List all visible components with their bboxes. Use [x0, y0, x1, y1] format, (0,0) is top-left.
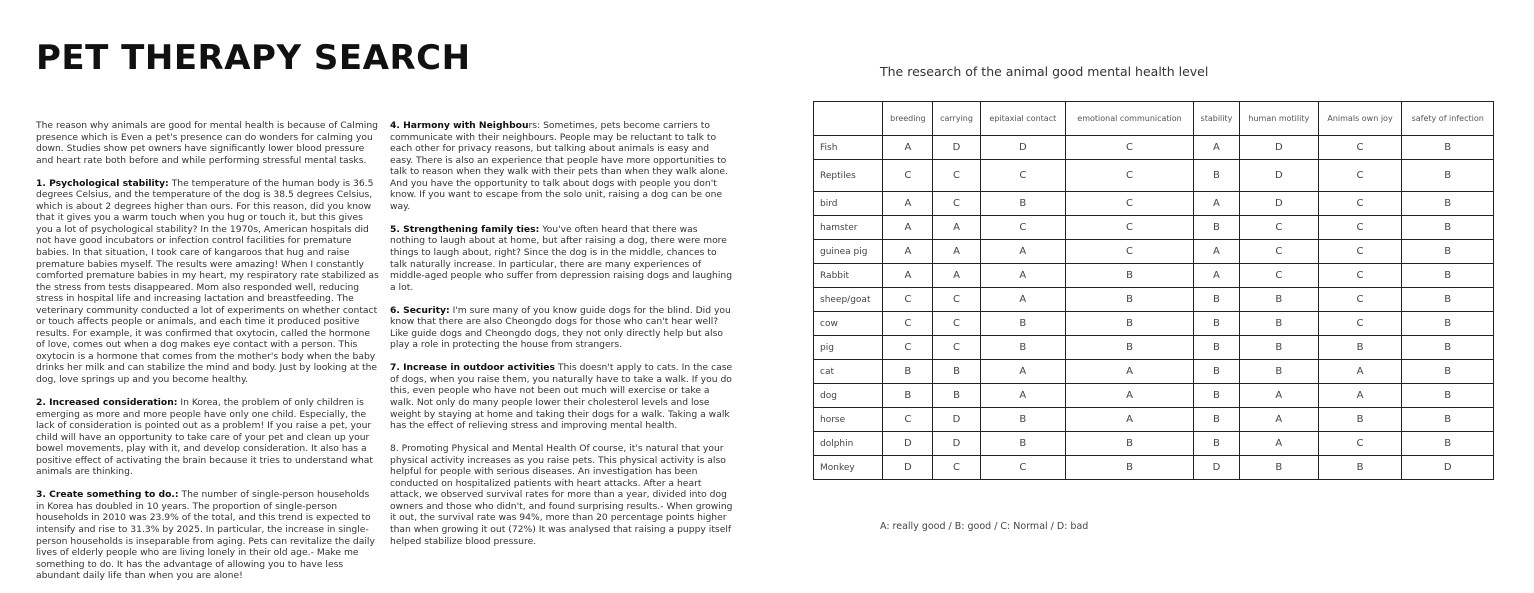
column-header: human motility: [1239, 102, 1318, 136]
rating-cell: A: [1066, 408, 1194, 432]
rating-cell: B: [883, 384, 933, 408]
animal-name-cell: bird: [814, 192, 883, 216]
table-row: [814, 160, 1494, 192]
rating-cell: B: [980, 192, 1065, 216]
rating-cell: A: [980, 384, 1065, 408]
column-header: stability: [1193, 102, 1239, 136]
rating-cell: A: [933, 216, 980, 240]
rating-cell: B: [1193, 216, 1239, 240]
rating-cell: B: [1318, 456, 1402, 480]
table-title: The research of the animal good mental health level: [880, 64, 1209, 79]
rating-cell: B: [1066, 312, 1194, 336]
rating-cell: D: [883, 432, 933, 456]
table-row: [814, 312, 1494, 336]
rating-cell: D: [883, 456, 933, 480]
rating-cell: A: [883, 136, 933, 160]
rating-cell: D: [1193, 456, 1239, 480]
rating-cell: B: [1402, 432, 1494, 456]
rating-cell: A: [1318, 384, 1402, 408]
rating-cell: B: [933, 360, 980, 384]
rating-cell: D: [933, 432, 980, 456]
rating-cell: B: [1402, 264, 1494, 288]
rating-cell: B: [980, 336, 1065, 360]
rating-cell: C: [883, 312, 933, 336]
rating-cell: B: [980, 408, 1065, 432]
rating-cell: B: [1402, 240, 1494, 264]
rating-cell: B: [1193, 336, 1239, 360]
rating-cell: A: [1066, 360, 1194, 384]
rating-cell: B: [1193, 288, 1239, 312]
rating-cell: C: [1066, 136, 1194, 160]
rating-cell: C: [1318, 216, 1402, 240]
rating-table: [813, 101, 1494, 480]
animal-name-cell: Fish: [814, 136, 883, 160]
rating-cell: C: [1318, 240, 1402, 264]
text-column-right: [390, 120, 734, 559]
paragraph: [36, 489, 380, 581]
rating-cell: D: [933, 408, 980, 432]
rating-cell: C: [933, 456, 980, 480]
rating-cell: B: [1402, 160, 1494, 192]
animal-name-cell: hamster: [814, 216, 883, 240]
rating-cell: C: [933, 336, 980, 360]
rating-cell: A: [883, 192, 933, 216]
paragraph-text: The temperature of the human body is 36.5 degrees Celsius, and the temperature of the dog is 38.5 degrees Celsius, which is about 2 degrees higher than ours. For this reason, did you know that it gives you a warm touch when you hug or touch it, but this gives you a lot of psychological stability? In the 1970s, American hospitals did not have good incubators or infection control facilities for premature babies. In that situation, I took care of kangaroos that hug and raise premature babies myself. The results were amazing! When I constantly comforted premature babies in my heart, my respiratory rate stabilized as the stress from tests disappeared. Mom also responded well, reducing stress in hospital life and increasing lactation and breastfeeding. The veterinary community conducted a lot of experiments on whether contact or touch affects people or animals, and each time it produced positive results. For example, it was confirmed that oxytocin, called the hormone of love, comes out when a dog makes eye contact with a person. This oxytocin is a hormone that comes from the mother's body when the baby drinks her milk and can stabilize the mind and body. Just by looking at the dog, love springs up and you become healthy.: [36, 177, 379, 385]
rating-cell: B: [1066, 264, 1194, 288]
rating-cell: B: [980, 432, 1065, 456]
paragraph: [390, 362, 734, 431]
paragraph: [390, 443, 734, 547]
column-header: epitaxial contact: [980, 102, 1065, 136]
table-header-row: [814, 102, 1494, 136]
rating-cell: B: [1066, 336, 1194, 360]
rating-cell: C: [1239, 240, 1318, 264]
rating-cell: D: [933, 136, 980, 160]
rating-cell: B: [1402, 216, 1494, 240]
rating-cell: C: [1239, 216, 1318, 240]
rating-cell: C: [1318, 264, 1402, 288]
rating-cell: B: [1193, 432, 1239, 456]
rating-cell: C: [1066, 216, 1194, 240]
rating-cell: C: [1318, 312, 1402, 336]
rating-cell: A: [1239, 408, 1318, 432]
paragraph: [36, 120, 380, 166]
table-row: [814, 336, 1494, 360]
paragraph: [390, 305, 734, 351]
rating-cell: C: [1066, 160, 1194, 192]
rating-cell: B: [1402, 408, 1494, 432]
rating-cell: D: [1239, 192, 1318, 216]
header-corner-cell: [814, 102, 883, 136]
rating-cell: A: [933, 240, 980, 264]
rating-cell: B: [1239, 360, 1318, 384]
rating-cell: C: [1318, 136, 1402, 160]
table-row: [814, 136, 1494, 160]
rating-cell: B: [1318, 336, 1402, 360]
table-legend: A: really good / B: good / C: Normal / D: bad: [880, 521, 1089, 532]
rating-cell: C: [933, 288, 980, 312]
rating-cell: C: [980, 456, 1065, 480]
rating-cell: A: [1193, 240, 1239, 264]
rating-cell: B: [1402, 192, 1494, 216]
paragraph-heading: 2. Increased consideration:: [36, 397, 178, 409]
table-row: [814, 456, 1494, 480]
rating-cell: B: [1402, 136, 1494, 160]
rating-cell: A: [1318, 360, 1402, 384]
rating-cell: C: [1318, 160, 1402, 192]
paragraph-heading: 6. Security:: [390, 304, 450, 316]
table-row: [814, 240, 1494, 264]
table-row: [814, 408, 1494, 432]
animal-name-cell: pig: [814, 336, 883, 360]
animal-name-cell: sheep/goat: [814, 288, 883, 312]
rating-cell: A: [980, 240, 1065, 264]
rating-cell: C: [1066, 240, 1194, 264]
rating-cell: A: [1066, 384, 1194, 408]
rating-cell: A: [1193, 192, 1239, 216]
rating-cell: B: [1239, 288, 1318, 312]
rating-cell: A: [980, 360, 1065, 384]
rating-cell: C: [883, 336, 933, 360]
paragraph-heading: 5. Strengthening family ties:: [390, 223, 540, 235]
rating-cell: B: [933, 384, 980, 408]
table-row: [814, 384, 1494, 408]
rating-cell: A: [980, 264, 1065, 288]
rating-cell: C: [1318, 192, 1402, 216]
column-header: Animals own joy: [1318, 102, 1402, 136]
rating-cell: C: [883, 288, 933, 312]
rating-cell: A: [883, 240, 933, 264]
table-row: [814, 192, 1494, 216]
paragraph-text: The number of single-person households in Korea has doubled in 10 years. The proportion of single-person households in 2010 was 23.9% of the total, and this trend is expected to intensify and rise to 31.3% by 2025. In particular, the increase in single-person households is inseparable from aging. Pets can revitalize the daily lives of elderly people who are living lonely in their old age.- Make me something to do. It has the advantage of allowing you to have less abundant daily life than when you are alone!: [36, 489, 375, 582]
rating-cell: B: [1066, 288, 1194, 312]
animal-name-cell: Monkey: [814, 456, 883, 480]
column-header: emotional communication: [1066, 102, 1194, 136]
column-header: carrying: [933, 102, 980, 136]
rating-cell: A: [980, 288, 1065, 312]
rating-cell: C: [980, 216, 1065, 240]
animal-name-cell: cat: [814, 360, 883, 384]
paragraph: [36, 397, 380, 478]
paragraph: [390, 120, 734, 212]
animal-name-cell: cow: [814, 312, 883, 336]
rating-cell: B: [1239, 336, 1318, 360]
rating-cell: D: [1402, 456, 1494, 480]
rating-cell: B: [1193, 408, 1239, 432]
table-row: [814, 264, 1494, 288]
rating-cell: B: [1402, 384, 1494, 408]
animal-name-cell: Rabbit: [814, 264, 883, 288]
column-header: breeding: [883, 102, 933, 136]
rating-cell: B: [1402, 312, 1494, 336]
paragraph-heading: 7. Increase in outdoor activities: [390, 362, 555, 374]
rating-cell: B: [1402, 288, 1494, 312]
column-header: safety of infection: [1402, 102, 1494, 136]
paragraph-text: In Korea, the problem of only children is emerging as more and more people have only one child. Especially, the lack of consideration is pointed out as a problem! If you raise a pet, your child will have an opportunity to take care of your pet and clean up your bowel movements, play with it, and develop consideration. It also has a positive effect of activating the brain because it tries to understand what animals are thinking.: [36, 397, 374, 478]
rating-cell: B: [1066, 432, 1194, 456]
paragraph-heading: 1. Psychological stability:: [36, 177, 169, 189]
rating-cell: A: [883, 264, 933, 288]
text-column-left: [36, 120, 380, 593]
rating-cell: C: [1318, 288, 1402, 312]
rating-cell: C: [933, 160, 980, 192]
paragraph-text: You've often heard that there was nothing to laugh about at home, but after raising a dog, there were more things to laugh about, right? Since the dog is in the middle, chances to talk naturally increase. In particular, there are many experiences of middle-aged people who suffer from depression raising dogs and laughing a lot.: [390, 223, 733, 293]
rating-cell: A: [1239, 432, 1318, 456]
paragraph-heading: 3. Create something to do.:: [36, 489, 179, 501]
rating-cell: B: [1402, 360, 1494, 384]
rating-cell: C: [883, 160, 933, 192]
paragraph-text: The reason why animals are good for mental health is because of Calming presence which is Even a pet's presence can do wonders for calming you down. Studies show pet owners have significantly lower blood pressure and heart rate both before and while performing stressful mental tasks.: [36, 120, 378, 166]
rating-cell: A: [883, 216, 933, 240]
paragraph-text: This doesn't apply to cats. In the case of dogs, when you raise them, you naturally have to take a walk. If you do this, even people who have not been out much will exercise or take a walk. Not only do many people lower their cholesterol levels and lose weight by staying at home and taking their dogs for a walk. Taking a walk has the effect of relieving stress and improving mental health.: [390, 362, 733, 432]
rating-cell: C: [980, 160, 1065, 192]
rating-cell: B: [1193, 312, 1239, 336]
rating-cell: C: [1066, 192, 1194, 216]
paragraph-text: rs: Sometimes, pets become carriers to communicate with their neighbours. People may be reluctant to talk to each other for privacy reasons, but talking about animals is easy and easy. There is also an experience that people have more opportunities to talk to reason when they walk with their pets than when they walk alone. And you have the opportunity to talk about dogs with people you don't know. If you want to escape from the solo unit, raising a dog can be one way.: [390, 120, 728, 212]
rating-cell: A: [1193, 264, 1239, 288]
rating-cell: D: [980, 136, 1065, 160]
rating-cell: D: [1239, 160, 1318, 192]
animal-name-cell: dog: [814, 384, 883, 408]
paragraph: [36, 178, 380, 386]
paragraph-text: I'm sure many of you know guide dogs for the blind. Did you know that there are also Cheongdo dogs for those who can't hear well? Like guide dogs and Cheongdo dogs, they not only directly help but also play a role in protecting the house from strangers.: [390, 304, 731, 351]
rating-cell: B: [1402, 336, 1494, 360]
animal-name-cell: dolphin: [814, 432, 883, 456]
rating-cell: B: [883, 360, 933, 384]
table-row: [814, 216, 1494, 240]
table-row: [814, 432, 1494, 456]
paragraph-heading: 4. Harmony with Neighbou: [390, 120, 529, 131]
animal-name-cell: guinea pig: [814, 240, 883, 264]
rating-cell: A: [1239, 384, 1318, 408]
rating-cell: C: [933, 192, 980, 216]
rating-cell: B: [1239, 312, 1318, 336]
rating-cell: B: [1066, 456, 1194, 480]
rating-cell: B: [1193, 160, 1239, 192]
rating-cell: B: [1193, 360, 1239, 384]
rating-cell: A: [933, 264, 980, 288]
animal-name-cell: Reptiles: [814, 160, 883, 192]
rating-cell: A: [1193, 136, 1239, 160]
table-row: [814, 360, 1494, 384]
animal-name-cell: horse: [814, 408, 883, 432]
paragraph-text: 8. Promoting Physical and Mental Health Of course, it's natural that your physical activity increases as you raise pets. This physical activity is also helpful for people with serious diseases. An investigation has been conducted on hospitalized patients with heart attacks. After a heart attack, we observed survival rates for more than a year, divided into dog owners and those who didn't, and found surprising results.- When growing it out, the survival rate was 94%, more than 20 percentage points higher than when growing it out (72%) It was analysed that raising a puppy itself helped stabilize blood pressure.: [390, 443, 733, 547]
rating-cell: C: [883, 408, 933, 432]
rating-cell: C: [1318, 432, 1402, 456]
rating-cell: C: [933, 312, 980, 336]
rating-cell: B: [1193, 384, 1239, 408]
paragraph: [390, 224, 734, 293]
rating-cell: B: [1239, 456, 1318, 480]
page-title: PET THERAPY SEARCH: [36, 38, 471, 78]
rating-cell: B: [980, 312, 1065, 336]
table-row: [814, 288, 1494, 312]
rating-cell: C: [1239, 264, 1318, 288]
rating-cell: D: [1239, 136, 1318, 160]
rating-cell: B: [1318, 408, 1402, 432]
